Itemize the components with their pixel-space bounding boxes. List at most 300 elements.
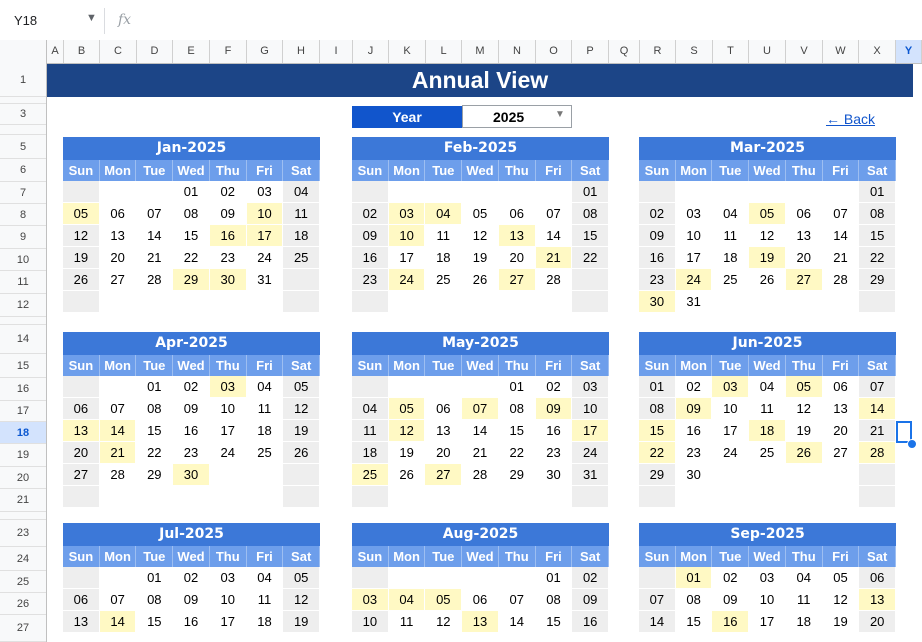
day-cell[interactable]: 05	[786, 376, 823, 398]
day-cell[interactable]: 14	[100, 420, 137, 442]
day-cell[interactable]	[100, 376, 137, 398]
name-box[interactable]	[0, 8, 105, 34]
day-cell[interactable]: 04	[712, 203, 749, 225]
column-header-q[interactable]: Q	[609, 40, 640, 63]
day-cell[interactable]: 05	[389, 398, 426, 420]
day-cell[interactable]: 17	[749, 611, 786, 633]
day-cell[interactable]: 22	[173, 247, 210, 269]
day-cell[interactable]: 07	[536, 203, 573, 225]
row-header-6[interactable]: 6	[0, 159, 46, 182]
day-cell[interactable]: 22	[499, 442, 536, 464]
day-cell[interactable]: 26	[462, 269, 499, 291]
day-cell[interactable]: 12	[786, 398, 823, 420]
day-cell[interactable]: 19	[786, 420, 823, 442]
day-cell[interactable]: 03	[210, 567, 247, 589]
day-cell[interactable]	[786, 464, 823, 486]
day-cell[interactable]: 16	[712, 611, 749, 633]
column-header-c[interactable]: C	[100, 40, 137, 63]
day-cell[interactable]: 17	[247, 225, 284, 247]
day-cell[interactable]	[425, 181, 462, 203]
day-cell[interactable]: 10	[749, 589, 786, 611]
day-cell[interactable]: 08	[859, 203, 896, 225]
day-cell[interactable]: 13	[100, 225, 137, 247]
day-cell[interactable]: 07	[823, 203, 860, 225]
day-cell[interactable]: 16	[639, 247, 676, 269]
day-cell[interactable]: 20	[63, 442, 100, 464]
day-cell[interactable]: 18	[247, 611, 284, 633]
day-cell[interactable]	[712, 464, 749, 486]
day-cell[interactable]: 17	[572, 420, 609, 442]
day-cell[interactable]: 13	[823, 398, 860, 420]
fill-handle[interactable]	[907, 439, 917, 449]
day-cell[interactable]: 19	[749, 247, 786, 269]
day-cell[interactable]: 04	[247, 376, 284, 398]
day-cell[interactable]: 24	[210, 442, 247, 464]
day-cell[interactable]: 25	[425, 269, 462, 291]
day-cell[interactable]: 03	[210, 376, 247, 398]
day-cell[interactable]: 10	[572, 398, 609, 420]
day-cell[interactable]: 09	[572, 589, 609, 611]
day-cell[interactable]: 16	[676, 420, 713, 442]
day-cell[interactable]: 08	[639, 398, 676, 420]
day-cell[interactable]: 21	[100, 442, 137, 464]
day-cell[interactable]: 28	[136, 269, 173, 291]
day-cell[interactable]: 11	[389, 611, 426, 633]
day-cell[interactable]: 20	[100, 247, 137, 269]
day-cell[interactable]	[389, 291, 426, 313]
day-cell[interactable]: 02	[572, 567, 609, 589]
day-cell[interactable]	[247, 464, 284, 486]
day-cell[interactable]: 18	[786, 611, 823, 633]
day-cell[interactable]: 11	[283, 203, 320, 225]
column-header-y[interactable]: Y	[896, 40, 922, 63]
day-cell[interactable]: 02	[173, 376, 210, 398]
day-cell[interactable]: 14	[639, 611, 676, 633]
row-header-4[interactable]	[0, 125, 46, 135]
day-cell[interactable]: 04	[425, 203, 462, 225]
row-header-20[interactable]: 20	[0, 467, 46, 489]
day-cell[interactable]	[352, 181, 389, 203]
row-header-12[interactable]: 12	[0, 294, 46, 317]
day-cell[interactable]: 25	[712, 269, 749, 291]
day-cell[interactable]: 07	[639, 589, 676, 611]
day-cell[interactable]	[425, 567, 462, 589]
day-cell[interactable]: 17	[712, 420, 749, 442]
row-header-3[interactable]: 3	[0, 104, 46, 125]
day-cell[interactable]: 11	[247, 589, 284, 611]
day-cell[interactable]: 13	[425, 420, 462, 442]
day-cell[interactable]	[173, 486, 210, 508]
day-cell[interactable]	[425, 486, 462, 508]
day-cell[interactable]: 31	[247, 269, 284, 291]
row-header-13[interactable]	[0, 317, 46, 325]
day-cell[interactable]	[389, 376, 426, 398]
day-cell[interactable]: 27	[100, 269, 137, 291]
day-cell[interactable]: 16	[536, 420, 573, 442]
day-cell[interactable]: 02	[712, 567, 749, 589]
day-cell[interactable]	[462, 567, 499, 589]
day-cell[interactable]: 12	[389, 420, 426, 442]
day-cell[interactable]: 02	[676, 376, 713, 398]
day-cell[interactable]: 08	[136, 398, 173, 420]
day-cell[interactable]: 27	[63, 464, 100, 486]
day-cell[interactable]: 11	[352, 420, 389, 442]
day-cell[interactable]: 25	[352, 464, 389, 486]
day-cell[interactable]: 29	[859, 269, 896, 291]
day-cell[interactable]: 18	[283, 225, 320, 247]
day-cell[interactable]: 01	[173, 181, 210, 203]
day-cell[interactable]: 28	[823, 269, 860, 291]
day-cell[interactable]: 18	[247, 420, 284, 442]
day-cell[interactable]	[639, 567, 676, 589]
day-cell[interactable]: 24	[676, 269, 713, 291]
day-cell[interactable]: 12	[425, 611, 462, 633]
day-cell[interactable]: 05	[462, 203, 499, 225]
day-cell[interactable]: 09	[536, 398, 573, 420]
day-cell[interactable]: 11	[786, 589, 823, 611]
row-header-25[interactable]: 25	[0, 571, 46, 593]
day-cell[interactable]: 06	[786, 203, 823, 225]
day-cell[interactable]: 22	[136, 442, 173, 464]
day-cell[interactable]: 22	[859, 247, 896, 269]
day-cell[interactable]: 30	[173, 464, 210, 486]
day-cell[interactable]: 13	[63, 611, 100, 633]
day-cell[interactable]: 01	[676, 567, 713, 589]
day-cell[interactable]	[462, 376, 499, 398]
day-cell[interactable]	[639, 486, 676, 508]
day-cell[interactable]	[749, 464, 786, 486]
day-cell[interactable]: 12	[63, 225, 100, 247]
column-header-d[interactable]: D	[137, 40, 173, 63]
day-cell[interactable]	[786, 181, 823, 203]
day-cell[interactable]: 13	[499, 225, 536, 247]
dropdown-arrow-icon[interactable]: ▼	[555, 109, 565, 120]
day-cell[interactable]: 13	[859, 589, 896, 611]
day-cell[interactable]: 29	[173, 269, 210, 291]
day-cell[interactable]: 03	[749, 567, 786, 589]
day-cell[interactable]: 16	[210, 225, 247, 247]
day-cell[interactable]: 04	[283, 181, 320, 203]
day-cell[interactable]: 21	[823, 247, 860, 269]
day-cell[interactable]: 23	[352, 269, 389, 291]
day-cell[interactable]	[63, 291, 100, 313]
day-cell[interactable]: 18	[352, 442, 389, 464]
day-cell[interactable]: 28	[536, 269, 573, 291]
day-cell[interactable]: 21	[859, 420, 896, 442]
day-cell[interactable]: 15	[536, 611, 573, 633]
day-cell[interactable]	[676, 181, 713, 203]
row-header-22[interactable]	[0, 512, 46, 520]
day-cell[interactable]	[173, 291, 210, 313]
day-cell[interactable]	[283, 291, 320, 313]
day-cell[interactable]: 06	[100, 203, 137, 225]
column-header-e[interactable]: E	[173, 40, 210, 63]
column-header-n[interactable]: N	[499, 40, 536, 63]
day-cell[interactable]: 06	[425, 398, 462, 420]
row-header-9[interactable]: 9	[0, 226, 46, 249]
day-cell[interactable]	[536, 486, 573, 508]
chevron-down-icon[interactable]: ▼	[86, 12, 97, 24]
day-cell[interactable]	[823, 464, 860, 486]
day-cell[interactable]	[462, 181, 499, 203]
day-cell[interactable]: 24	[572, 442, 609, 464]
day-cell[interactable]: 22	[572, 247, 609, 269]
day-cell[interactable]: 24	[247, 247, 284, 269]
column-header-k[interactable]: K	[389, 40, 426, 63]
row-header-19[interactable]: 19	[0, 444, 46, 467]
day-cell[interactable]: 06	[63, 398, 100, 420]
day-cell[interactable]	[536, 291, 573, 313]
column-header-l[interactable]: L	[426, 40, 462, 63]
day-cell[interactable]: 09	[173, 398, 210, 420]
day-cell[interactable]	[283, 269, 320, 291]
column-header-b[interactable]: B	[64, 40, 100, 63]
day-cell[interactable]: 12	[283, 398, 320, 420]
column-header-f[interactable]: F	[210, 40, 247, 63]
day-cell[interactable]	[499, 567, 536, 589]
day-cell[interactable]: 29	[499, 464, 536, 486]
day-cell[interactable]: 07	[499, 589, 536, 611]
day-cell[interactable]: 06	[499, 203, 536, 225]
day-cell[interactable]: 15	[499, 420, 536, 442]
column-header-v[interactable]: V	[786, 40, 823, 63]
day-cell[interactable]: 09	[676, 398, 713, 420]
day-cell[interactable]: 28	[462, 464, 499, 486]
day-cell[interactable]: 02	[536, 376, 573, 398]
day-cell[interactable]: 01	[136, 376, 173, 398]
day-cell[interactable]: 27	[499, 269, 536, 291]
day-cell[interactable]: 01	[859, 181, 896, 203]
day-cell[interactable]	[499, 181, 536, 203]
day-cell[interactable]: 09	[712, 589, 749, 611]
day-cell[interactable]: 16	[352, 247, 389, 269]
day-cell[interactable]: 05	[425, 589, 462, 611]
day-cell[interactable]: 08	[173, 203, 210, 225]
row-header-2[interactable]	[0, 97, 46, 104]
column-header-j[interactable]: J	[353, 40, 389, 63]
row-header-27[interactable]: 27	[0, 615, 46, 642]
day-cell[interactable]: 14	[823, 225, 860, 247]
row-header-15[interactable]: 15	[0, 354, 46, 378]
column-header-g[interactable]: G	[247, 40, 283, 63]
day-cell[interactable]: 04	[247, 567, 284, 589]
day-cell[interactable]: 19	[462, 247, 499, 269]
day-cell[interactable]: 03	[389, 203, 426, 225]
day-cell[interactable]: 27	[786, 269, 823, 291]
day-cell[interactable]: 15	[173, 225, 210, 247]
day-cell[interactable]: 23	[676, 442, 713, 464]
day-cell[interactable]: 14	[462, 420, 499, 442]
day-cell[interactable]	[136, 291, 173, 313]
day-cell[interactable]: 17	[210, 611, 247, 633]
day-cell[interactable]: 03	[712, 376, 749, 398]
day-cell[interactable]: 04	[352, 398, 389, 420]
day-cell[interactable]: 16	[173, 420, 210, 442]
row-header-18[interactable]: 18	[0, 422, 46, 444]
day-cell[interactable]: 23	[210, 247, 247, 269]
day-cell[interactable]: 23	[536, 442, 573, 464]
day-cell[interactable]: 16	[173, 611, 210, 633]
day-cell[interactable]: 19	[63, 247, 100, 269]
day-cell[interactable]: 06	[63, 589, 100, 611]
day-cell[interactable]	[786, 486, 823, 508]
day-cell[interactable]: 10	[389, 225, 426, 247]
column-header-i[interactable]: I	[320, 40, 353, 63]
day-cell[interactable]: 08	[499, 398, 536, 420]
day-cell[interactable]: 08	[136, 589, 173, 611]
day-cell[interactable]: 17	[210, 420, 247, 442]
day-cell[interactable]	[823, 486, 860, 508]
day-cell[interactable]: 12	[823, 589, 860, 611]
day-cell[interactable]	[247, 486, 284, 508]
day-cell[interactable]: 07	[859, 376, 896, 398]
year-dropdown[interactable]	[462, 105, 572, 128]
day-cell[interactable]	[639, 181, 676, 203]
day-cell[interactable]	[100, 567, 137, 589]
day-cell[interactable]	[462, 486, 499, 508]
day-cell[interactable]: 10	[210, 398, 247, 420]
day-cell[interactable]: 29	[136, 464, 173, 486]
day-cell[interactable]: 07	[100, 398, 137, 420]
day-cell[interactable]: 05	[823, 567, 860, 589]
day-cell[interactable]: 11	[749, 398, 786, 420]
day-cell[interactable]: 20	[425, 442, 462, 464]
day-cell[interactable]	[859, 486, 896, 508]
day-cell[interactable]: 20	[859, 611, 896, 633]
day-cell[interactable]: 20	[499, 247, 536, 269]
select-all-corner[interactable]	[0, 40, 47, 63]
day-cell[interactable]: 28	[859, 442, 896, 464]
day-cell[interactable]: 26	[283, 442, 320, 464]
day-cell[interactable]	[425, 291, 462, 313]
day-cell[interactable]: 14	[536, 225, 573, 247]
day-cell[interactable]: 07	[462, 398, 499, 420]
day-cell[interactable]: 03	[572, 376, 609, 398]
day-cell[interactable]: 08	[676, 589, 713, 611]
column-header-m[interactable]: M	[462, 40, 499, 63]
day-cell[interactable]: 10	[676, 225, 713, 247]
day-cell[interactable]	[823, 181, 860, 203]
row-header-7[interactable]: 7	[0, 182, 46, 204]
day-cell[interactable]: 17	[676, 247, 713, 269]
day-cell[interactable]	[389, 486, 426, 508]
day-cell[interactable]: 02	[639, 203, 676, 225]
day-cell[interactable]	[749, 291, 786, 313]
day-cell[interactable]: 25	[247, 442, 284, 464]
day-cell[interactable]: 16	[572, 611, 609, 633]
day-cell[interactable]: 30	[676, 464, 713, 486]
day-cell[interactable]: 13	[462, 611, 499, 633]
day-cell[interactable]	[247, 291, 284, 313]
day-cell[interactable]: 13	[63, 420, 100, 442]
day-cell[interactable]: 11	[425, 225, 462, 247]
day-cell[interactable]: 01	[536, 567, 573, 589]
day-cell[interactable]: 10	[352, 611, 389, 633]
day-cell[interactable]: 24	[389, 269, 426, 291]
day-cell[interactable]	[572, 269, 609, 291]
column-header-o[interactable]: O	[536, 40, 572, 63]
day-cell[interactable]: 11	[712, 225, 749, 247]
back-link[interactable]: ← Back	[826, 111, 876, 127]
day-cell[interactable]	[712, 291, 749, 313]
day-cell[interactable]: 18	[749, 420, 786, 442]
day-cell[interactable]	[63, 486, 100, 508]
day-cell[interactable]: 02	[210, 181, 247, 203]
day-cell[interactable]: 23	[173, 442, 210, 464]
day-cell[interactable]	[100, 486, 137, 508]
day-cell[interactable]: 04	[786, 567, 823, 589]
day-cell[interactable]: 05	[283, 567, 320, 589]
row-header-8[interactable]: 8	[0, 204, 46, 226]
day-cell[interactable]	[63, 376, 100, 398]
day-cell[interactable]: 14	[499, 611, 536, 633]
day-cell[interactable]: 31	[572, 464, 609, 486]
day-cell[interactable]	[823, 291, 860, 313]
day-cell[interactable]: 30	[536, 464, 573, 486]
day-cell[interactable]	[100, 291, 137, 313]
day-cell[interactable]: 28	[100, 464, 137, 486]
day-cell[interactable]	[859, 291, 896, 313]
day-cell[interactable]: 18	[712, 247, 749, 269]
day-cell[interactable]: 26	[786, 442, 823, 464]
day-cell[interactable]: 15	[639, 420, 676, 442]
day-cell[interactable]	[749, 486, 786, 508]
day-cell[interactable]: 08	[572, 203, 609, 225]
day-cell[interactable]: 14	[136, 225, 173, 247]
day-cell[interactable]	[749, 181, 786, 203]
day-cell[interactable]	[352, 291, 389, 313]
day-cell[interactable]: 27	[823, 442, 860, 464]
column-header-w[interactable]: W	[823, 40, 859, 63]
day-cell[interactable]: 21	[136, 247, 173, 269]
day-cell[interactable]: 12	[462, 225, 499, 247]
column-header-u[interactable]: U	[749, 40, 786, 63]
row-header-24[interactable]: 24	[0, 547, 46, 571]
day-cell[interactable]	[283, 486, 320, 508]
row-header-17[interactable]: 17	[0, 401, 46, 422]
day-cell[interactable]: 06	[823, 376, 860, 398]
day-cell[interactable]: 01	[136, 567, 173, 589]
day-cell[interactable]: 07	[100, 589, 137, 611]
day-cell[interactable]	[389, 567, 426, 589]
day-cell[interactable]	[462, 291, 499, 313]
day-cell[interactable]: 11	[247, 398, 284, 420]
row-header-1[interactable]: 1	[0, 63, 46, 97]
day-cell[interactable]: 23	[639, 269, 676, 291]
day-cell[interactable]	[352, 376, 389, 398]
day-cell[interactable]: 20	[823, 420, 860, 442]
day-cell[interactable]: 24	[712, 442, 749, 464]
day-cell[interactable]: 14	[859, 398, 896, 420]
day-cell[interactable]: 15	[572, 225, 609, 247]
day-cell[interactable]: 01	[639, 376, 676, 398]
row-header-5[interactable]: 5	[0, 135, 46, 159]
day-cell[interactable]: 17	[389, 247, 426, 269]
day-cell[interactable]	[572, 291, 609, 313]
day-cell[interactable]: 31	[676, 291, 713, 313]
day-cell[interactable]: 25	[283, 247, 320, 269]
day-cell[interactable]: 19	[283, 611, 320, 633]
day-cell[interactable]: 04	[389, 589, 426, 611]
row-header-14[interactable]: 14	[0, 325, 46, 354]
day-cell[interactable]: 13	[786, 225, 823, 247]
day-cell[interactable]: 22	[639, 442, 676, 464]
day-cell[interactable]	[499, 486, 536, 508]
day-cell[interactable]: 26	[63, 269, 100, 291]
row-header-23[interactable]: 23	[0, 520, 46, 547]
day-cell[interactable]: 19	[283, 420, 320, 442]
day-cell[interactable]: 09	[639, 225, 676, 247]
